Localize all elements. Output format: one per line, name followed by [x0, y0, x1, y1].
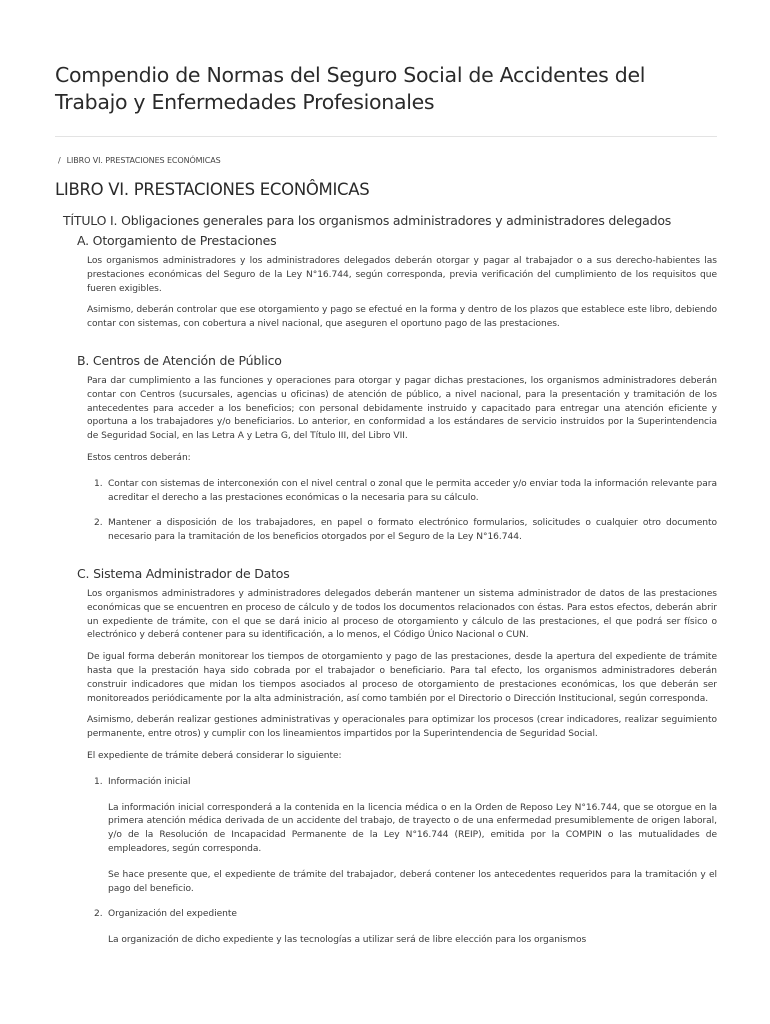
header-divider: [55, 136, 717, 137]
section-c-paragraph-4: El expediente de trámite deberá considerar lo siguiente:: [87, 750, 342, 761]
section-b-body: [87, 375, 717, 545]
section-c-title: C. Sistema Administrador de Datos: [77, 565, 290, 581]
section-a-body: [87, 255, 717, 332]
site-title-line-2: Trabajo y Enfermedades Profesionales: [55, 90, 435, 114]
site-title-line-1: Compendio de Normas del Seguro Social de Accidentes del: [55, 63, 646, 87]
list-item: [87, 908, 717, 948]
section-a-title: A. Otorgamiento de Prestaciones: [77, 233, 277, 248]
section-b-title: B. Centros de Atención de Público: [77, 352, 282, 368]
breadcrumb-separator: /: [58, 156, 61, 165]
section-a-paragraph-2: Asimismo, deberán controlar que ese otorgamiento y pago se efectué en la forma y dentro de los plazos que establece este libro, debiendo contar con sistemas, con cobertura a nivel nacional, que aseguren el oportuno pago de las prestaciones.: [87, 305, 717, 330]
section-a-paragraph-1: Los organismos administradores y los administradores delegados deberán otorgar y pagar al trabajador o a sus derecho-habientes las prestaciones económicas del Seguro de la Ley N°16.744, según corresponda, previa verificación del cumplimiento de los requisitos que fueren exigibles.: [87, 256, 717, 294]
site-title: [55, 0, 717, 116]
list-item-paragraph-1: La organización de dicho expediente y las tecnologías a utilizar será de libre elección para los organismos: [108, 935, 587, 946]
list-item-text: Contar con sistemas de interconexión con el nivel central o zonal que le permita acceder y/o enviar toda la información relevante para acreditar el derecho a las prestaciones económicas o la necesaria para su cálculo.: [108, 478, 717, 503]
list-item-text: Mantener a disposición de los trabajadores, en papel o formato electrónico formularios, solicitudes o cualquier otro documento necesario para la tramitación de los beneficios otorgados por el Seguro de la Ley N°16.744.: [108, 518, 717, 543]
section-c-list: [87, 776, 717, 948]
list-item-number: 1.: [94, 776, 103, 787]
breadcrumb: [55, 156, 717, 165]
section-c-body: [87, 588, 717, 948]
titulo-heading: TÍTULO I. Obligaciones generales para los organismos administradores y administradores delegados: [63, 213, 672, 228]
book-title: LIBRO VI. PRESTACIONES ECONÔMICAS: [55, 180, 370, 199]
section-b: [77, 353, 717, 545]
list-item-paragraph-2: Se hace presente que, el expediente de trámite del trabajador, deberá contener los antecedentes requeridos para la tramitación y el pago del beneficio.: [108, 869, 717, 894]
section-b-paragraph-1: Para dar cumplimiento a las funciones y operaciones para otorgar y pagar dichas prestaciones, los organismos administradores deberán contar con Centros (sucursales, agencias u oficinas) de atención de público, a nivel nacional, para la presentación y tramitación de los antecedentes para acceder a los beneficios; con personal debidamente instruido y capacitado para entregar una atención eficiente y oportuna a los trabajadores y/o beneficiarios. Lo anterior, en conformidad a los estándares de servicio instruidos por la Superintendencia de Seguridad Social, en las Letra A y Letra G, del Título III, del Libro VII.: [87, 375, 717, 442]
section-b-paragraph-2: Estos centros deberán:: [87, 452, 191, 463]
list-item: [87, 478, 717, 506]
list-item: [87, 776, 717, 897]
document-page: [55, 0, 717, 948]
section-c: [77, 566, 717, 948]
section-c-paragraph-3: Asimismo, deberán realizar gestiones administrativas y operacionales para optimizar los procesos (crear indicadores, realizar seguimiento permanente, entre otros) y cumplir con los lineamientos impartidos por la Superintendencia de Seguridad Social.: [87, 715, 717, 740]
list-item-number: 2.: [94, 518, 103, 529]
list-item-label: Información inicial: [108, 776, 191, 787]
section-a: [77, 233, 717, 332]
section-b-list: [87, 478, 717, 545]
list-item-label: Organización del expediente: [108, 909, 237, 920]
section-c-paragraph-2: De igual forma deberán monitorear los tiempos de otorgamiento y pago de las prestaciones, desde la apertura del expediente de trámite hasta que la prestación haya sido cobrada por el trabajador o beneficiario. Para tal efecto, los organismos administradores deberán construir indicadores que midan los tiempos asociados al proceso de otorgamiento de prestaciones económicas, los que deberán ser monitoreados periódicamente por la alta administración, así como también por el Directorio o Dirección Institucional, según corresponda.: [87, 652, 717, 704]
breadcrumb-current[interactable]: LIBRO VI. PRESTACIONES ECONÓMICAS: [66, 156, 221, 165]
section-c-paragraph-1: Los organismos administradores y administradores delegados deberán mantener un sistema administrador de datos de las prestaciones económicas que se encuentren en proceso de cálculo y de todos los documentos relacionados con éstas. Para estos efectos, deberán abrir un expediente de trámite, con el que se dará inicio al proceso de otorgamiento y cálculo de las prestaciones, el que podrá ser físico o electrónico y deberá contener para su identificación, a lo menos, el Código Único Nacional o CUN.: [87, 588, 717, 641]
list-item-number: 2.: [94, 909, 103, 920]
list-item-number: 1.: [94, 478, 103, 489]
list-item-paragraph-1: La información inicial corresponderá a la contenida en la licencia médica o en la Orden de Reposo Ley N°16.744, que se otorgue en la primera atención médica derivada de un accidente del trabajo, de trayecto o de una enfermedad presumiblemente de origen laboral, y/o de la Resolución de Incapacidad Permanente de la Ley N°16.744 (REIP), emitida por la COMPIN o las mutualidades de empleadores, según corresponda.: [108, 802, 717, 854]
list-item: [87, 517, 717, 545]
